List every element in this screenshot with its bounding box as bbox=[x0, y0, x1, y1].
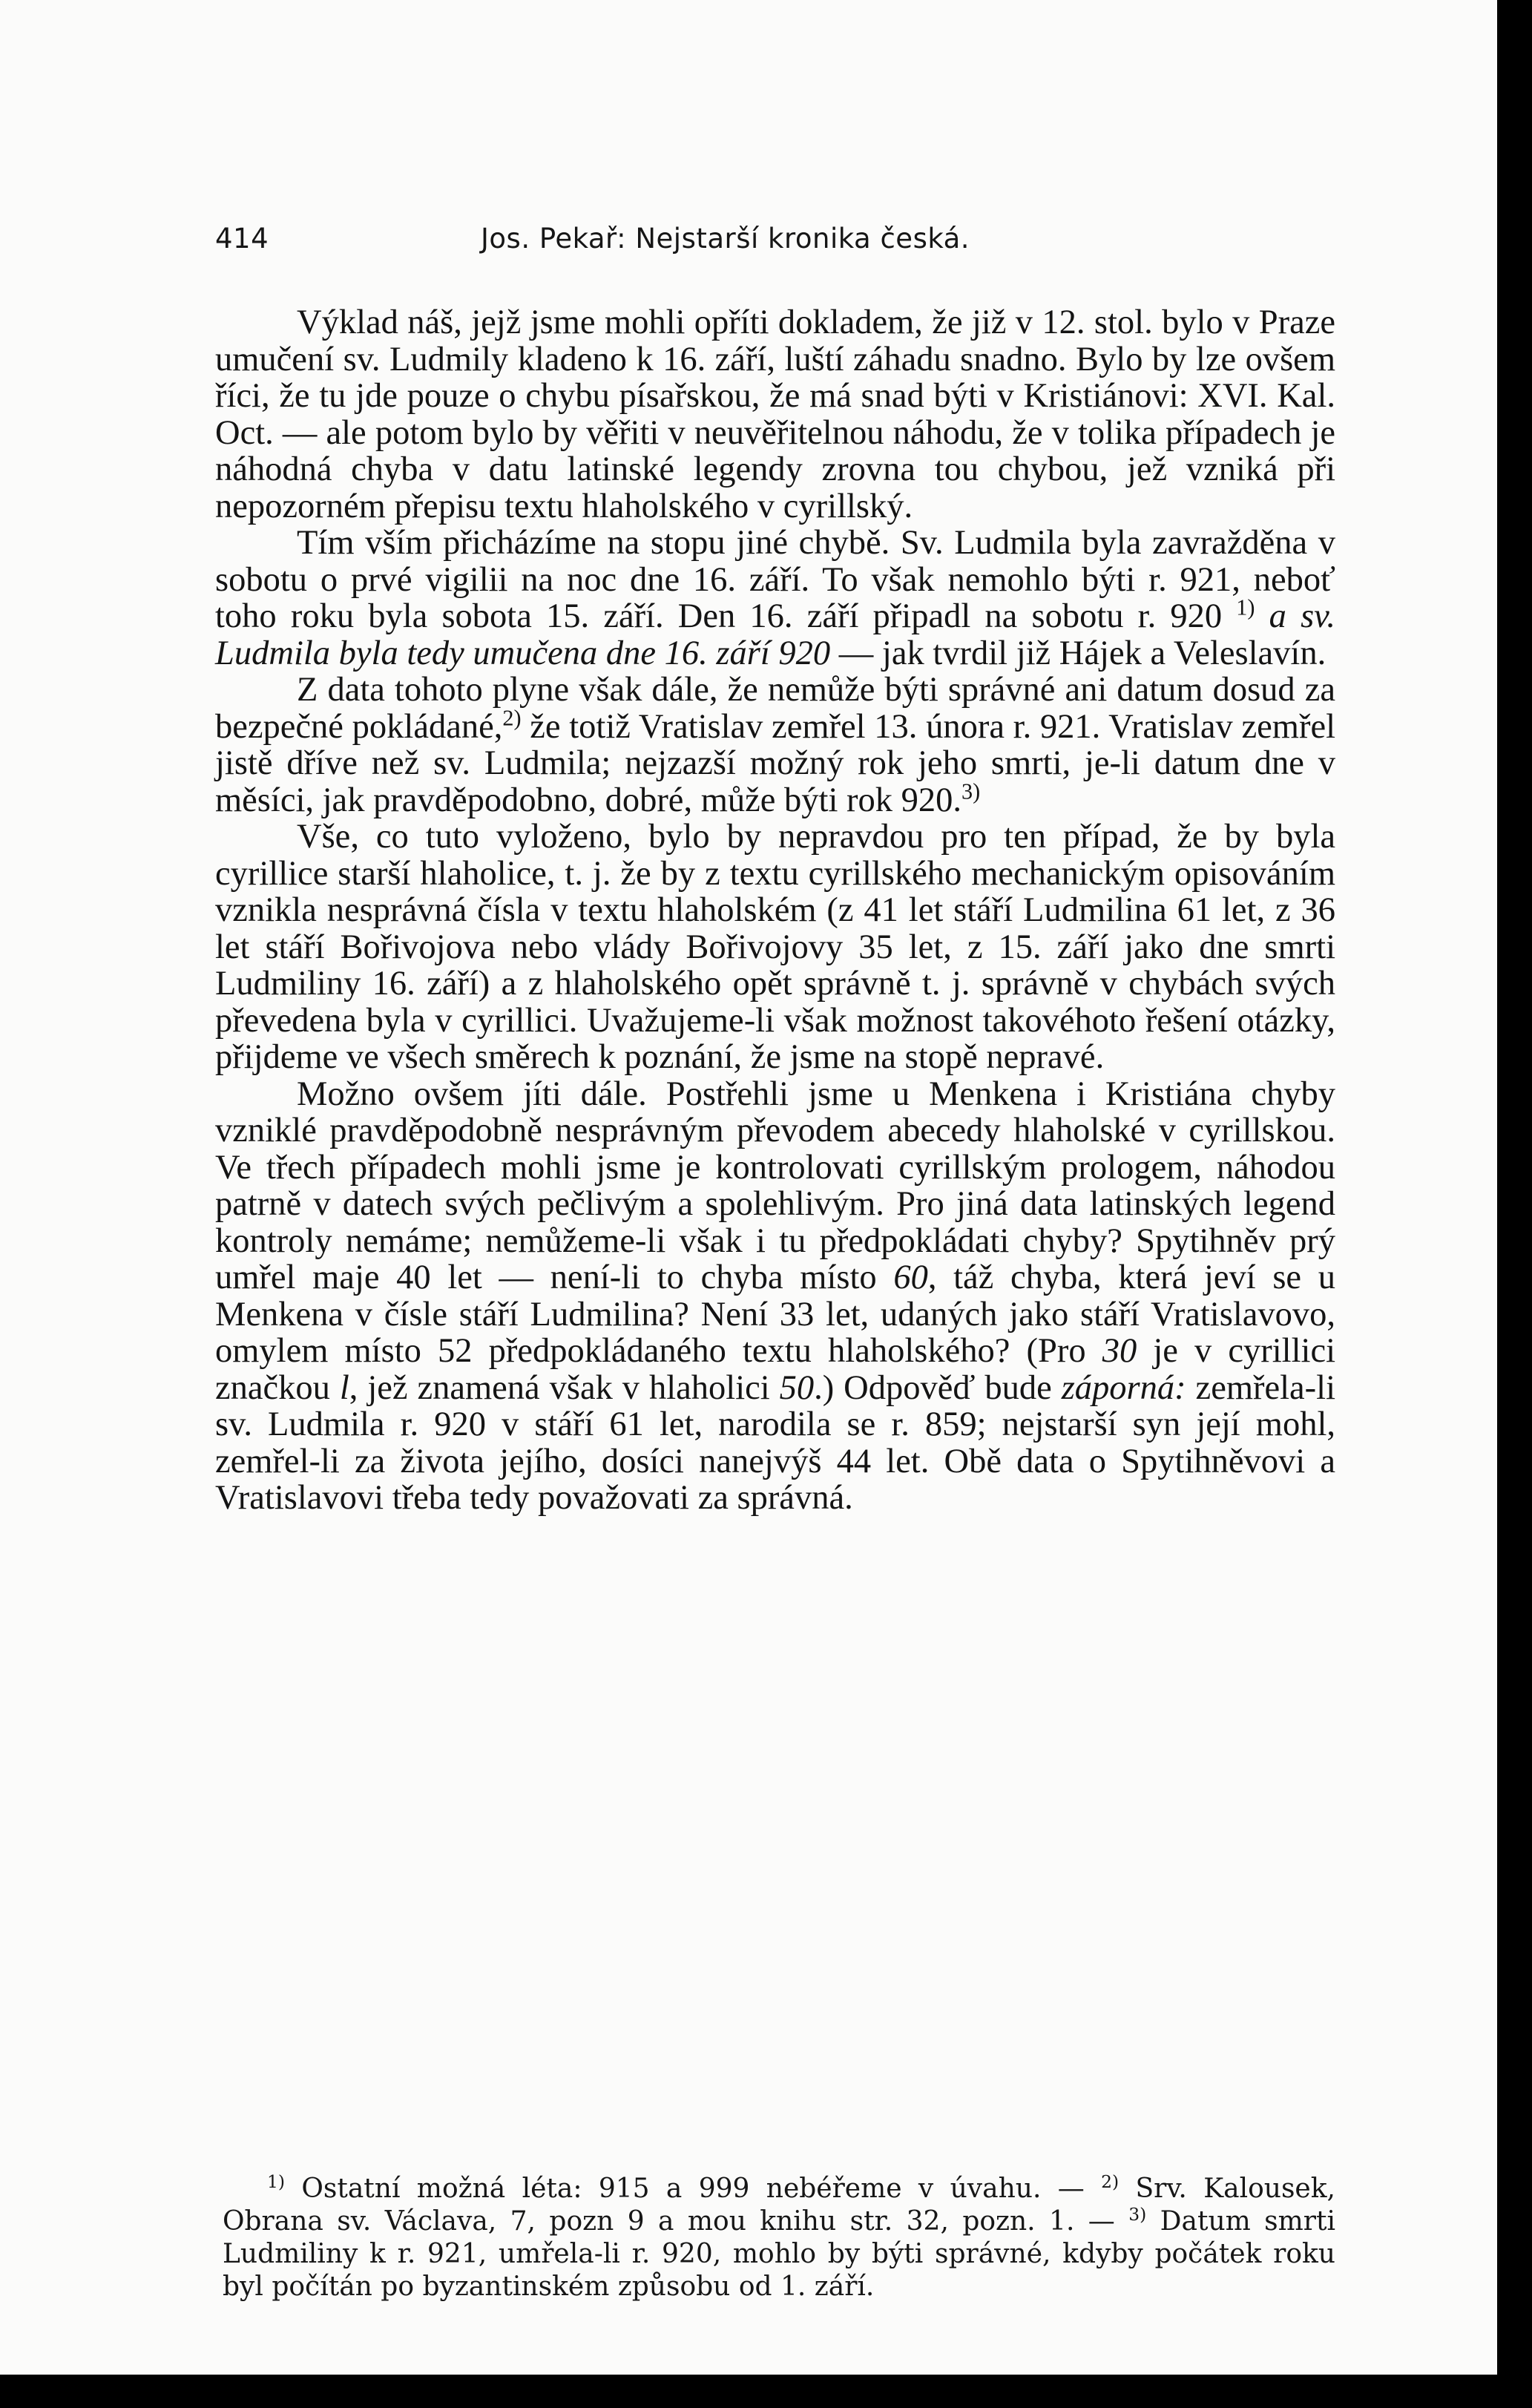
italic-run: l bbox=[339, 1368, 349, 1407]
footnote-marker: 2) bbox=[1101, 2171, 1120, 2192]
paragraph bbox=[215, 525, 1335, 672]
italic-run: záporná: bbox=[1061, 1368, 1186, 1407]
text-run: , táž chyba, která jeví se u Menkena v čísle stáří Ludmilina? Není 33 let, udaných jako stáří Vratislavovo, omylem místo 52 předpokládaného textu hlaholského? (Pro bbox=[215, 1259, 1335, 1370]
text-run: Z data tohoto plyne však dále, že nemůže býti správné ani datum dosud za bezpečné pokládané, bbox=[215, 671, 1335, 746]
footnote-ref: 3) bbox=[961, 778, 981, 804]
text-run: — jak tvrdil již Hájek a Veleslavín. bbox=[830, 634, 1326, 672]
italic-run: 30 bbox=[1102, 1332, 1137, 1370]
footnote-text: Datum smrti Ludmiliny k r. 921, umřela-li r. 920, mohlo by býti správné, kdyby počátek roku byl počítán po byzantinském způsobu od 1. září. bbox=[223, 2206, 1335, 2302]
footnotes bbox=[223, 2173, 1335, 2303]
text-run: že totiž Vratislav zemřel 13. února r. 921. Vratislav zemřel jistě dříve než sv. Ludmila; nejzazší možný rok jeho smrti, je-li datum dne v měsíci, jak pravděpodobno, dobré, může býti rok 920. bbox=[215, 707, 1336, 819]
italic-run: 60 bbox=[893, 1259, 928, 1296]
text-run: .) Odpověď bude bbox=[814, 1368, 1062, 1407]
footnote-marker: 1) bbox=[267, 2171, 286, 2192]
scan-border-bottom bbox=[0, 2375, 1532, 2408]
paragraph bbox=[215, 1076, 1335, 1517]
scan-border-right bbox=[1497, 0, 1532, 2408]
footnote-text: Srv. Kalousek, Obrana sv. Václava, 7, pozn 9 a mou knihu str. 32, pozn. 1. — bbox=[223, 2174, 1335, 2237]
text-run: Možno ovšem jíti dále. Postřehli jsme u Menkena i Kristiána chyby vzniklé pravděpodobně nesprávným převodem abecedy hlaholské v cyrillskou. Ve třech případech mohli jsme je kontrolovati cyrillským prologem, náhodou patrně v datech svých pečlivým a spolehlivým. Pro jiná data latinských legend kontroly nemáme; nemůžeme-li však i tu předpokládati chyby? Spytihněv prý umřel maje 40 let — není-li to chyba místo bbox=[215, 1075, 1335, 1296]
body-text bbox=[215, 304, 1335, 1517]
text-run: Vše, co tuto vyloženo, bylo by nepravdou pro ten případ, že by byla cyrillice starší hlaholice, t. j. že by z textu cyrillského mechanickým opisováním vznikla nesprávná čísla v textu hlaholském (z 41 let stáří Ludmilina 61 let, z 36 let stáří Bořivojova nebo vlády Bořivojovy 35 let, z 15. září jako dne smrti Ludmiliny 16. září) a z hlaholského opět správně t. j. správně v chybách svých převedena byla v cyrillici. Uvažujeme-li však možnost takovéhoto řešení otázky, přijdeme ve všech směrech k poznání, že jsme na stopě nepravé. bbox=[215, 818, 1335, 1076]
paragraph bbox=[215, 304, 1335, 525]
running-title: Jos. Pekař: Nejstarší kronika česká. bbox=[481, 223, 970, 255]
text-run: Tím vším přicházíme na stopu jiné chybě. Sv. Ludmila byla zavražděna v sobotu o prvé vigilii na noc dne 16. září. To však nemohlo býti r. 921, neboť toho roku byla sobota 15. září. Den 16. září připadl na sobotu r. 920 bbox=[215, 524, 1335, 635]
footnote-text: Ostatní možná léta: 915 a 999 nebéřeme v úvahu. — bbox=[285, 2174, 1102, 2204]
page-header bbox=[215, 223, 1328, 267]
italic-run: a sv. Ludmila byla tedy umučena dne 16. září 920 bbox=[215, 597, 1335, 672]
text-run: zemřela-li sv. Ludmila r. 920 v stáří 61 let, narodila se r. 859; nejstarší syn její mohl, zemřel-li za života jejího, dosíci nanejvýš 44 let. Obě data o Spytihněvovi a Vratislavovi třeba tedy považovati za správná. bbox=[215, 1368, 1336, 1517]
paragraph bbox=[215, 818, 1335, 1076]
paragraph bbox=[215, 672, 1335, 818]
footnote-ref: 2) bbox=[502, 705, 522, 730]
text-run: je v cyrillici značkou bbox=[215, 1332, 1335, 1407]
italic-run: 50 bbox=[779, 1368, 815, 1407]
footnote-block bbox=[223, 2173, 1335, 2303]
text-run: Výklad náš, jejž jsme mohli opříti dokladem, že již v 12. stol. bylo v Praze umučení sv. Ludmily kladeno k 16. září, luští záhadu snadno. Bylo by lze ovšem říci, že tu jde pouze o chybu písařskou, že má snad býti v Kristiánovi: XVI. Kal. Oct. — ale potom bylo by věřiti v neuvěřitelnou náhodu, že v tolika případech je náhodná chyba v datu latinské legendy zrovna tou chybou, jež vzniká při nepozorném přepisu textu hlaholského v cyrillský. bbox=[215, 304, 1335, 525]
footnote-marker: 3) bbox=[1128, 2204, 1147, 2225]
text-run: , jež znamená však v hlaholici bbox=[349, 1368, 780, 1407]
footnote-ref: 1) bbox=[1236, 594, 1255, 620]
page-number: 414 bbox=[215, 223, 269, 255]
